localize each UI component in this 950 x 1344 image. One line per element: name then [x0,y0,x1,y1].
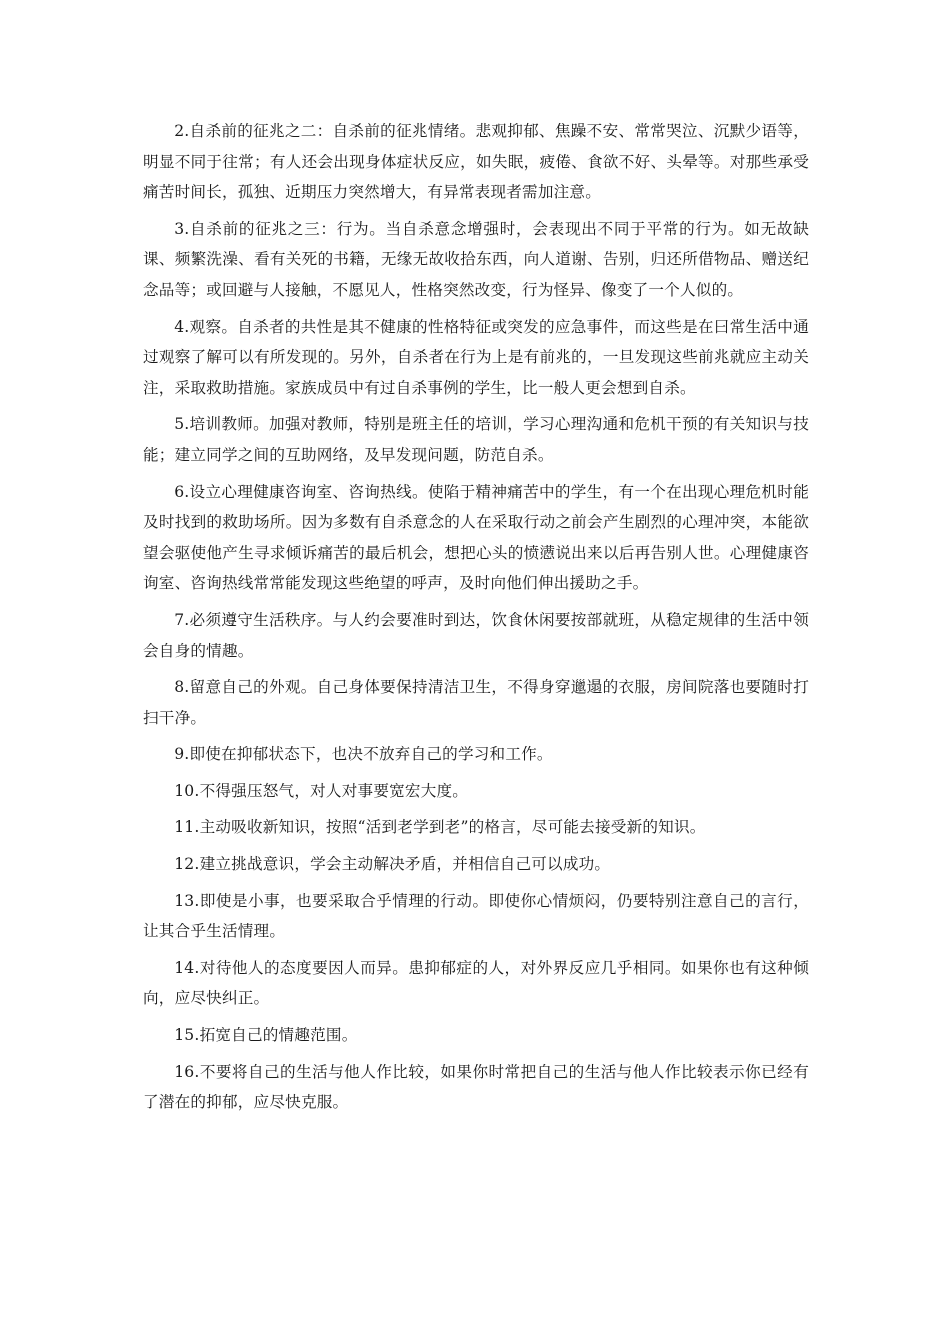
paragraph-13: 13.即使是小事，也要采取合乎情理的行动。即使你心情烦闷，仍要特别注意自己的言行，让其合乎生活情理。 [143,891,809,941]
paragraph-9: 9.即使在抑郁状态下，也决不放弃自己的学习和工作。 [174,745,553,764]
document-body [143,116,809,1124]
paragraph-10: 10.不得强压怒气，对人对事要宽宏大度。 [174,781,469,800]
paragraph-3: 3.自杀前的征兆之三：行为。当自杀意念增强时，会表现出不同于平常的行为。如无故缺课、频繁洗澡、看有关死的书籍，无缘无故收拾东西，向人道谢、告别，归还所借物品、赠送纪念品等；或回避与人接触，不愿见人，性格突然改变，行为怪异、像变了一个人似的。 [143,219,809,299]
paragraph-15: 15.拓宽自己的情趣范围。 [174,1026,358,1045]
paragraph-7: 7.必须遵守生活秩序。与人约会要准时到达，饮食休闲要按部就班，从稳定规律的生活中领会自身的情趣。 [143,610,809,660]
paragraph-14: 14.对待他人的态度要因人而异。患抑郁症的人，对外界反应几乎相同。如果你也有这种倾向，应尽快纠正。 [143,958,809,1008]
paragraph-4: 4.观察。自杀者的共性是其不健康的性格特征或突发的应急事件，而这些是在曰常生活中通过观察了解可以有所发现的。另外，自杀者在行为上是有前兆的，一旦发现这些前兆就应主动关注，采取救助措施。家族成员中有过自杀事例的学生，比一般人更会想到自杀。 [143,317,809,397]
paragraph-8: 8.留意自己的外观。自己身体要保持清洁卫生，不得身穿邋遢的衣服，房间院落也要随时打扫干净。 [143,678,809,727]
paragraph-11: 11.主动吸收新知识，按照“活到老学到老”的格言，尽可能去接受新的知识。 [174,818,706,837]
paragraph-12: 12.建立挑战意识，学会主动解决矛盾，并相信自己可以成功。 [174,855,611,874]
paragraph-16: 16.不要将自己的生活与他人作比较，如果你时常把自己的生活与他人作比较表示你已经有了潜在的抑郁，应尽快克服。 [143,1062,809,1112]
paragraph-5: 5.培训教师。加强对教师，特别是班主任的培训，学习心理沟通和危机干预的有关知识与技能；建立同学之间的互助网络，及早发现问题，防范自杀。 [143,415,809,464]
paragraph-6: 6.设立心理健康咨询室、咨询热线。使陷于精神痛苦中的学生，有一个在出现心理危机时能及时找到的救助场所。因为多数有自杀意念的人在采取行动之前会产生剧烈的心理冲突，本能欲望会驱使他产生寻求倾诉痛苦的最后机会，想把心头的愤懑说出来以后再告别人世。心理健康咨询室、咨询热线常常能发现这些绝望的呼声，及时向他们伸出援助之手。 [143,482,809,593]
paragraph-2: 2.自杀前的征兆之二：自杀前的征兆情绪。悲观抑郁、焦躁不安、常常哭泣、沉默少语等，明显不同于往常；有人还会出现身体症状反应，如失眠，疲倦、食欲不好、头晕等。对那些承受痛苦时间长，孤独、近期压力突然增大，有异常表现者需加注意。 [143,122,809,202]
